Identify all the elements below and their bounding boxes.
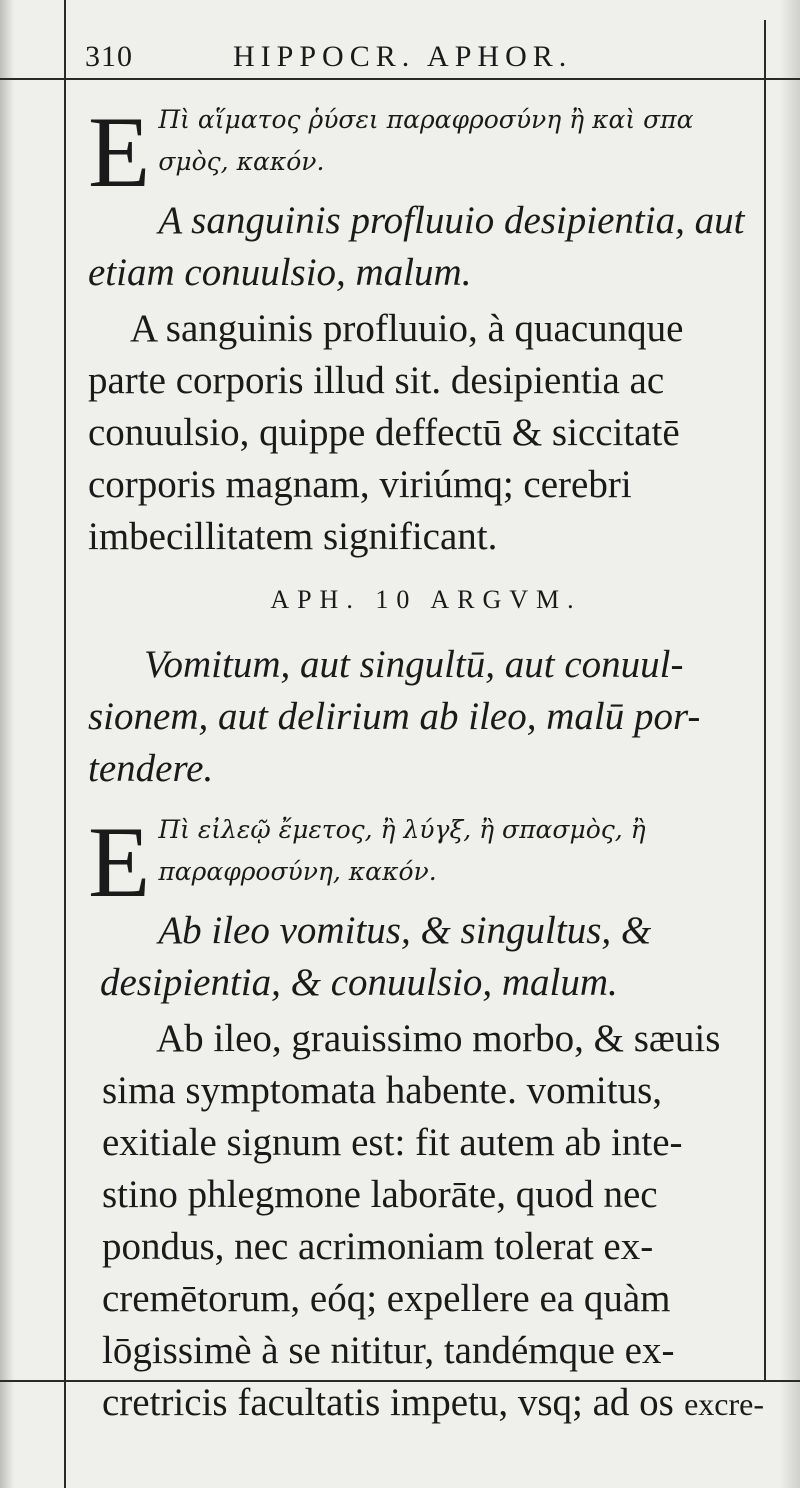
commentary-line: parte corporis illud sit. desipientia ac bbox=[88, 359, 665, 402]
latin-line: Ab ileo vomitus, & singultus, & bbox=[158, 909, 652, 952]
commentary-line: conuulsio, quippe deffectū & siccitatē bbox=[88, 411, 680, 454]
greek-line: παραφροσύνη, κακόν. bbox=[158, 857, 437, 886]
argument-line: tendere. bbox=[88, 747, 214, 790]
greek-line: Πὶ αἵματος ῥύσει παραφροσύνη ἢ καὶ σπα bbox=[158, 105, 694, 134]
left-rule bbox=[64, 0, 66, 1488]
section-heading: APH. 10 ARGVM. bbox=[270, 585, 582, 614]
commentary-line: A sanguinis profluuio, à quacunque bbox=[130, 307, 684, 350]
commentary-line: corporis magnam, viriúmq; cerebri bbox=[88, 463, 632, 506]
argument-line: Vomitum, aut singultū, aut conuul- bbox=[144, 643, 684, 686]
commentary-line: imbecillitatem significant. bbox=[88, 515, 498, 558]
page-header bbox=[85, 40, 765, 80]
commentary-line: cremētorum, eóq; expellere ea quàm bbox=[102, 1277, 671, 1320]
latin-line: desipientia, & conuulsio, malum. bbox=[100, 961, 618, 1004]
argument-line: sionem, aut delirium ab ileo, malū por- bbox=[88, 695, 701, 738]
commentary-line: stino phlegmone laborāte, quod nec bbox=[102, 1173, 658, 1216]
latin-line: A sanguinis profluuio desipientia, aut bbox=[158, 199, 745, 242]
latin-line: etiam conuulsio, malum. bbox=[88, 251, 472, 294]
greek-line: Πὶ εἰλεῷ ἔμετος, ἢ λύγξ, ἢ σπασμὸς, ἢ bbox=[158, 815, 646, 844]
greek-aphorism-2 bbox=[88, 806, 764, 919]
text-block bbox=[88, 95, 764, 1429]
right-rule bbox=[764, 20, 766, 1380]
commentary-line: lōgissimè à se nititur, tandémque ex- bbox=[102, 1329, 675, 1372]
greek-aphorism-1 bbox=[88, 96, 764, 209]
page-number: 310 bbox=[85, 40, 133, 73]
catchword: excre- bbox=[684, 1386, 764, 1422]
drop-capital: E bbox=[88, 806, 151, 919]
gutter-shadow bbox=[0, 0, 14, 1488]
page-edge-shadow bbox=[780, 0, 800, 1488]
commentary-line: exitiale signum est: fit autem ab inte- bbox=[102, 1121, 683, 1164]
running-title: HIPPOCR. APHOR. bbox=[233, 40, 573, 73]
commentary-line: sima symptomata habente. vomitus, bbox=[102, 1069, 662, 1112]
commentary-line: Ab ileo, grauissimo morbo, & sæuis bbox=[156, 1017, 721, 1060]
commentary-line: pondus, nec acrimoniam tolerat ex- bbox=[102, 1225, 654, 1268]
drop-capital: E bbox=[88, 96, 151, 209]
commentary-line: cretricis facultatis impetu, vsq; ad os bbox=[102, 1381, 674, 1424]
greek-line: σμὸς, κακόν. bbox=[158, 147, 325, 176]
